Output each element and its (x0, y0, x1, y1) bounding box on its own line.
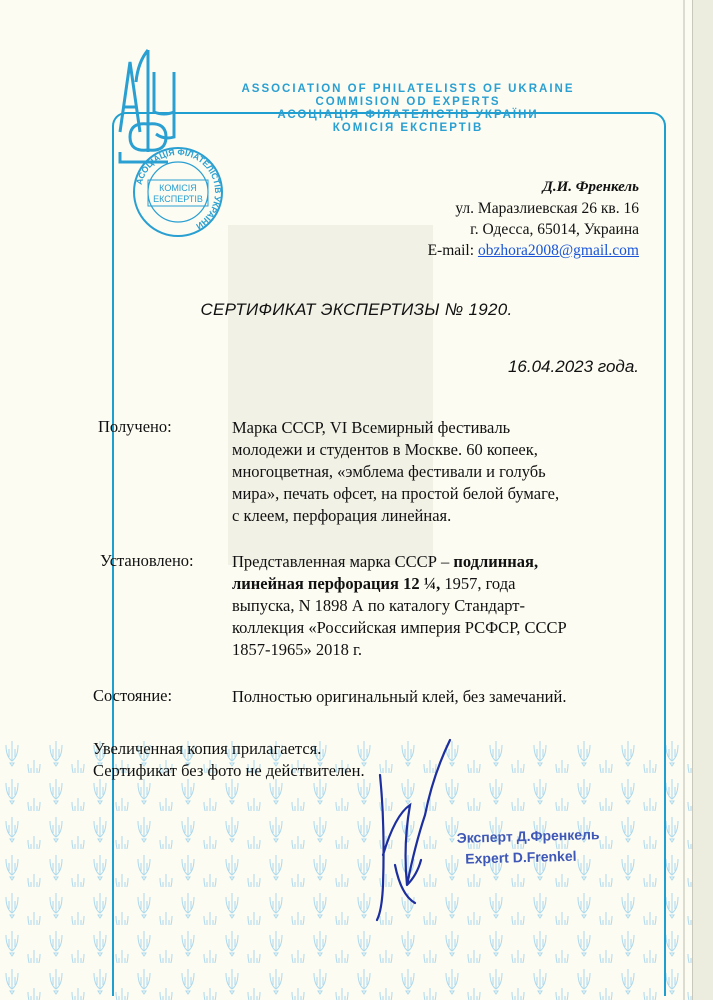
established-line: выпуска, N 1898 А по каталогу Стандарт- (232, 596, 526, 615)
header-ua-line2: КОМІСІЯ ЕКСПЕРТІВ (332, 122, 484, 134)
header-en-line2: COMMISION OD EXPERTS (315, 96, 501, 108)
established-label: Установлено: (100, 551, 194, 570)
expert-stamp (456, 824, 600, 870)
email-link[interactable]: obzhora2008@gmail.com (477, 242, 639, 259)
header-en-line1: ASSOCIATION OF PHILATELISTS OF UKRAINE (241, 83, 575, 95)
association-logo (108, 42, 248, 242)
received-line: молодежи и студентов в Москве. 60 копеек, (232, 440, 538, 459)
authenticity-verdict: подлинная, (453, 552, 539, 571)
received-line: мира», печать офсет, на простой белой бумаге, (232, 484, 560, 503)
expert-address: ул. Маразлиевская 26 кв. 16 (455, 200, 639, 217)
established-line: коллекция «Российская империя РСФСР, СССР (232, 618, 567, 637)
established-text (232, 551, 642, 661)
expert-name: Д.И. Френкель (542, 179, 639, 195)
established-text-part: 1957, года (440, 574, 516, 593)
received-line: Марка СССР, VI Всемирный фестиваль (232, 418, 511, 437)
paper-edge (692, 0, 713, 1000)
stamp-line-en: Expert D.Frenkel (465, 847, 577, 867)
established-line (232, 573, 642, 595)
received-line: многоцветная, «эмблема фестивали и голубь (232, 462, 546, 481)
stamp-line-ru: Эксперт Д.Френкель (456, 826, 600, 846)
svg-text:КОМІСІЯ: КОМІСІЯ (159, 183, 197, 193)
received-label: Получено: (98, 417, 172, 436)
established-line: 1857-1965» 2018 г. (232, 640, 363, 659)
expert-contact-block (428, 177, 639, 261)
condition-value: Полностью оригинальный клей, без замечаний. (232, 687, 567, 706)
certificate-date: 16.04.2023 года. (507, 357, 639, 376)
note-photo-required: Сертификат без фото не действителен. (93, 761, 365, 780)
condition-label: Состояние: (93, 686, 173, 705)
received-text (232, 417, 642, 527)
received-line: с клеем, перфорация линейная. (232, 506, 452, 525)
expert-city: г. Одесса, 65014, Украина (470, 221, 639, 238)
established-line (232, 551, 642, 573)
note-copy-attached: Увеличенная копия прилагается. (93, 739, 322, 758)
certificate-title: СЕРТИФИКАТ ЭКСПЕРТИЗЫ № 1920. (200, 300, 513, 319)
expert-email-row (428, 240, 639, 261)
established-text-part: Представленная марка СССР – (232, 552, 454, 571)
header-ua-line1: АСОЦІАЦІЯ ФІЛАТЕЛІСТІВ УКРАЇНИ (277, 109, 539, 121)
email-label: E-mail: (427, 242, 475, 259)
perforation-verdict: линейная перфорация 12 ¼, (232, 574, 441, 593)
svg-text:АСОЦІАЦІЯ ФІЛАТЕЛІСТІВ УКРАЇНИ: АСОЦІАЦІЯ ФІЛАТЕЛІСТІВ УКРАЇНИ (133, 146, 224, 232)
svg-text:ЕКСПЕРТІВ: ЕКСПЕРТІВ (153, 194, 203, 204)
